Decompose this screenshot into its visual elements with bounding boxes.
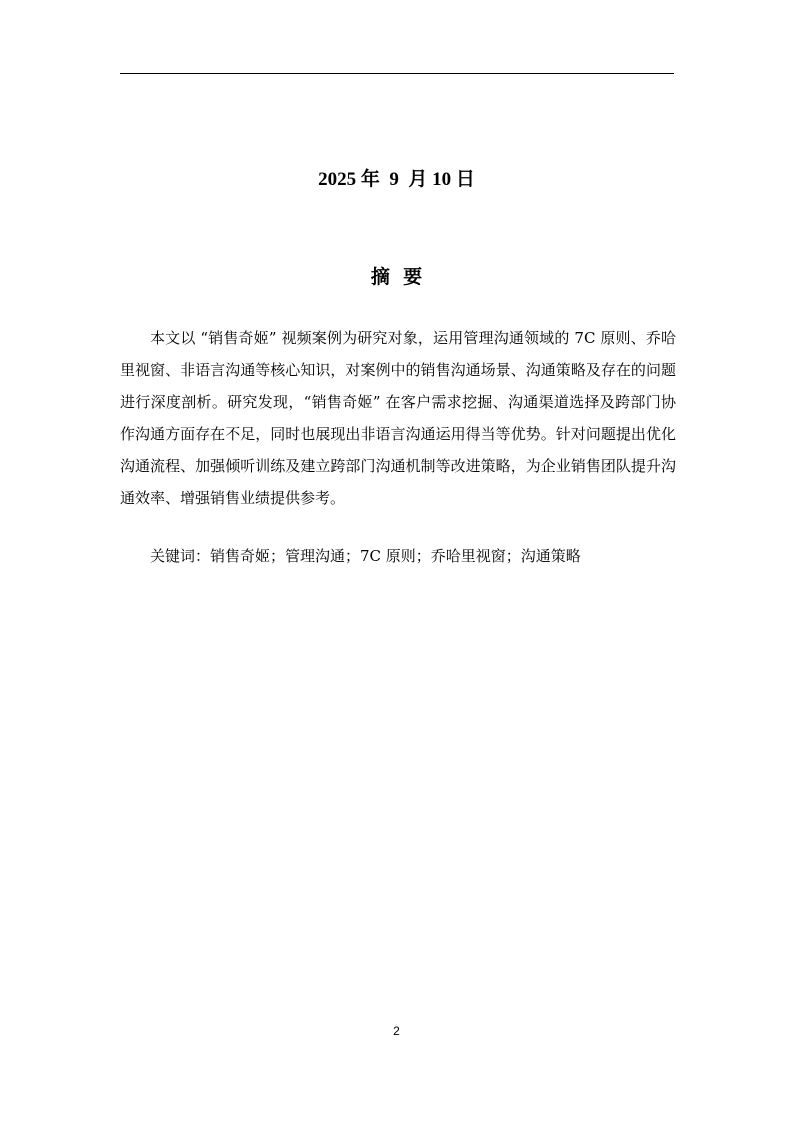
- header-rule: [120, 73, 674, 74]
- abstract-body: 本文以 “销售奇姬” 视频案例为研究对象，运用管理沟通领域的 7C 原则、乔哈里视窗、非语言沟通等核心知识，对案例中的销售沟通场景、沟通策略及存在的问题进行深度剖析。研究发现，“销售奇姬” 在客户需求挖掘、沟通渠道选择及跨部门协作沟通方面存在不足，同时也展现出非语言沟通运用得当等优势。针对问题提出优化沟通流程、加强倾听训练及建立跨部门沟通机制等改进策略，为企业销售团队提升沟通效率、增强销售业绩提供参考。: [120, 329, 676, 507]
- page-number: 2: [393, 1024, 400, 1038]
- keywords-line: 关键词：销售奇姬；管理沟通；7C 原则；乔哈里视窗；沟通策略: [150, 547, 581, 565]
- abstract-title: 摘 要: [370, 266, 423, 288]
- document-date: 2025 年 9 月 10 日: [318, 169, 475, 190]
